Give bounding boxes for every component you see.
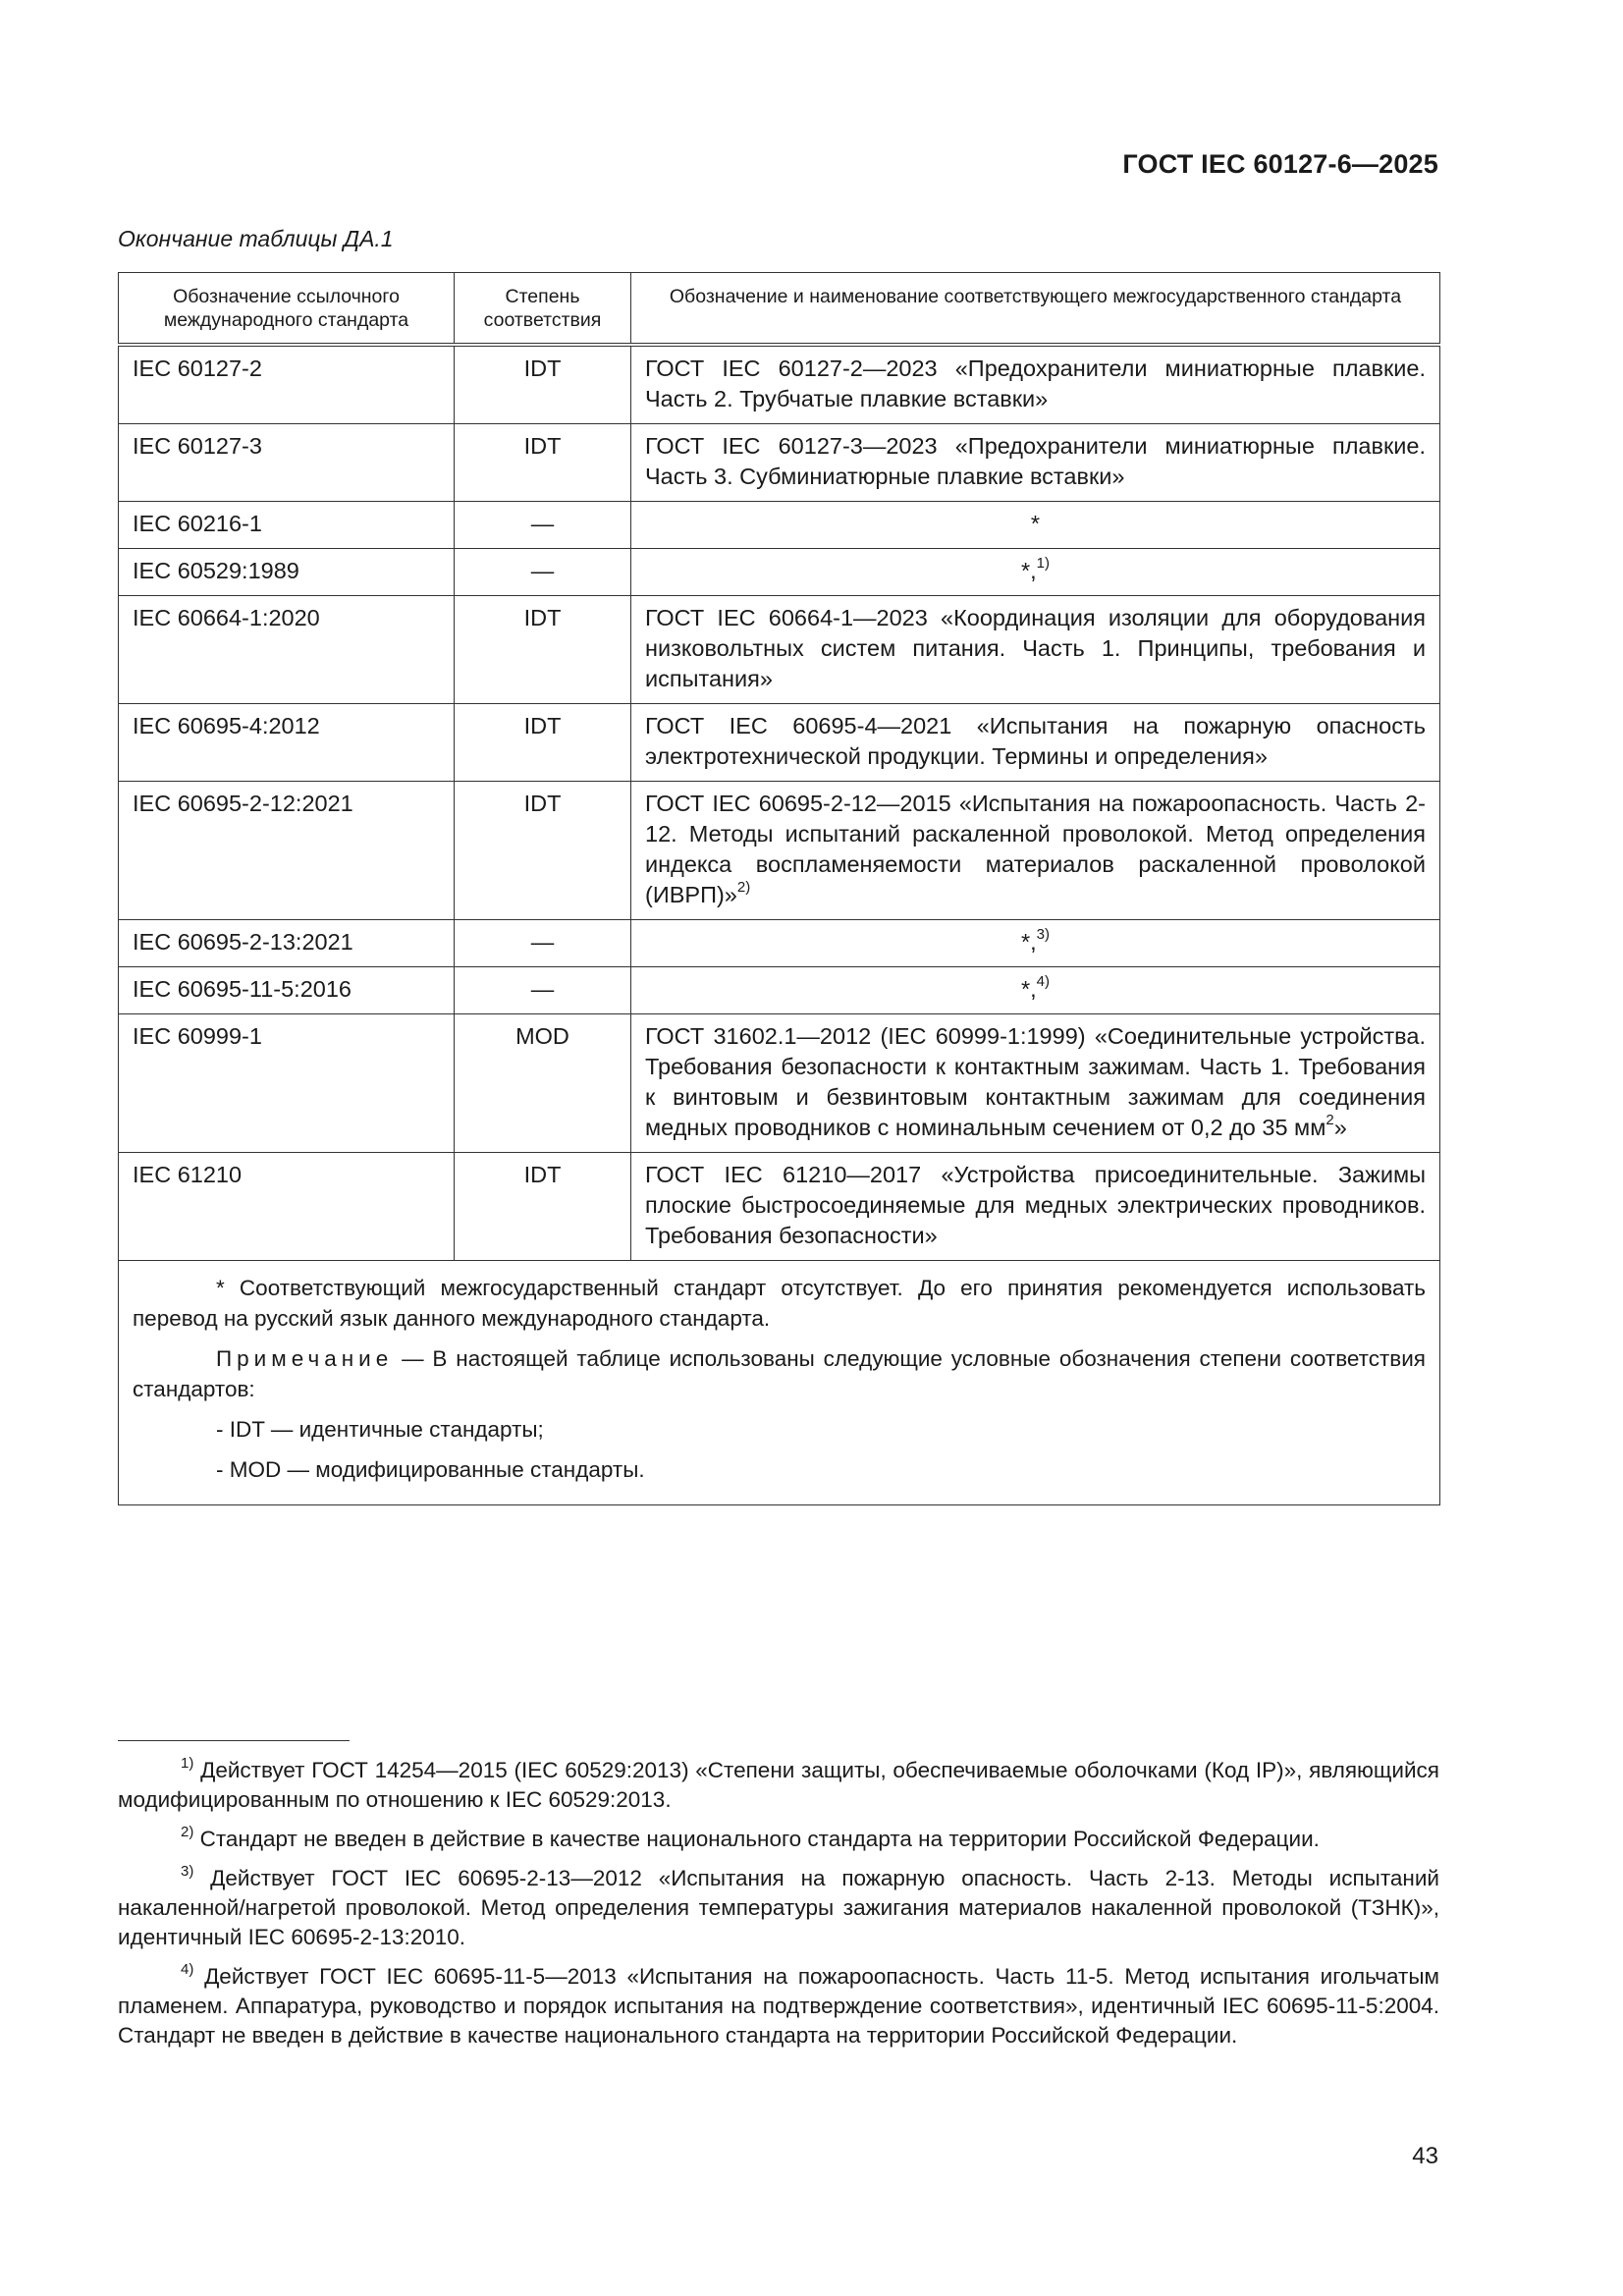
footnote-mark: 1) — [181, 1754, 194, 1772]
footnote-text: Действует ГОСТ 14254—2015 (IEC 60529:2013) «Степени защиты, обеспечиваемые оболочками (Код IP)», являющийся модифицированным по отношению к IEC 60529:2013. — [118, 1758, 1439, 1812]
interstate-standard-cell: ГОСТ IEC 60695-4—2021 «Испытания на пожарную опасность электротехнической продукции. Термины и определения» — [631, 704, 1440, 782]
degree-cell: IDT — [455, 704, 631, 782]
degree-cell: — — [455, 920, 631, 967]
table-row — [119, 549, 1440, 596]
footnote-mark: 3) — [181, 1862, 194, 1880]
table-row — [119, 1153, 1440, 1261]
interstate-standard-cell — [631, 549, 1440, 596]
degree-cell: IDT — [455, 596, 631, 704]
degree-cell: IDT — [455, 1153, 631, 1261]
table-notes-cell — [119, 1261, 1440, 1505]
degree-cell: MOD — [455, 1014, 631, 1153]
asterisk-note: * Соответствующий межгосударственный стандарт отсутствует. До его принятия рекомендуется использовать перевод на русский язык данного международного стандарта. — [133, 1276, 1426, 1331]
document-header-title: ГОСТ IEC 60127-6—2025 — [1122, 149, 1438, 179]
reference-standard-cell: IEC 60695-4:2012 — [119, 704, 455, 782]
footnote-text: Действует ГОСТ IEC 60695-11-5—2013 «Испытания на пожароопасность. Часть 11-5. Метод испытания игольчатым пламенем. Аппаратура, руководство и порядок испытания на подтверждение соответствия», идентичный IEC 60695-11-5:2004. Стандарт не введен в действие в качестве национального стандарта на территории Российской Федерации. — [118, 1964, 1439, 2048]
reference-standard-cell: IEC 60664-1:2020 — [119, 596, 455, 704]
table-row — [119, 424, 1440, 502]
column-header-degree: Степень соответствия — [455, 273, 631, 346]
interstate-standard-cell — [631, 920, 1440, 967]
reference-standard-cell: IEC 60999-1 — [119, 1014, 455, 1153]
standards-table — [118, 272, 1440, 1505]
reference-standard-cell: IEC 61210 — [119, 1153, 455, 1261]
table-header-row — [119, 273, 1440, 346]
table-row — [119, 1014, 1440, 1153]
asterisk-mark: *, — [1020, 976, 1037, 1002]
reference-standard-cell: IEC 60529:1989 — [119, 549, 455, 596]
footnote-mark: 4) — [181, 1960, 194, 1978]
table-row — [119, 920, 1440, 967]
standard-title-text: ГОСТ IEC 60695-2-12—2015 «Испытания на пожароопасность. Часть 2-12. Методы испытаний раскаленной проволокой. Метод определения индекса воспламеняемости материалов раскаленной проволокой (ИВРП)» — [645, 791, 1426, 907]
degree-cell: IDT — [455, 345, 631, 424]
interstate-standard-cell: ГОСТ IEC 60127-3—2023 «Предохранители миниатюрные плавкие. Часть 3. Субминиатюрные плавкие вставки» — [631, 424, 1440, 502]
footnote-item — [118, 1756, 1439, 1815]
footnote-ref[interactable]: 3) — [1036, 926, 1051, 944]
table-row — [119, 596, 1440, 704]
table-row — [119, 704, 1440, 782]
footnote-text: Действует ГОСТ IEC 60695-2-13—2012 «Испытания на пожарную опасность. Часть 2-13. Методы испытаний накаленной/нагретой проволокой. Метод определения температуры зажигания материалов накаленной проволокой (ТЗНК)», идентичный IEC 60695-2-13:2010. — [118, 1866, 1439, 1949]
table-row — [119, 967, 1440, 1014]
interstate-standard-cell — [631, 967, 1440, 1014]
degree-cell: — — [455, 502, 631, 549]
note-list-item: - IDT — идентичные стандарты; — [216, 1417, 544, 1442]
degree-cell: IDT — [455, 782, 631, 920]
table-row — [119, 782, 1440, 920]
reference-standard-cell: IEC 60127-3 — [119, 424, 455, 502]
reference-standard-cell: IEC 60695-11-5:2016 — [119, 967, 455, 1014]
footnote-item — [118, 1825, 1439, 1854]
note-label: Примечание — [216, 1346, 394, 1371]
footnote-separator — [118, 1740, 350, 1741]
superscript-squared: 2 — [1325, 1112, 1334, 1129]
interstate-standard-cell: * — [631, 502, 1440, 549]
reference-standard-cell: IEC 60127-2 — [119, 345, 455, 424]
degree-cell: — — [455, 549, 631, 596]
column-header-reference: Обозначение ссылочного международного стандарта — [119, 273, 455, 346]
page-number: 43 — [1412, 2143, 1438, 2169]
closing-quote: » — [1333, 1115, 1347, 1140]
asterisk-mark: *, — [1020, 929, 1037, 955]
footnote-item — [118, 1962, 1439, 2050]
note-list-item: - MOD — модифицированные стандарты. — [216, 1457, 645, 1482]
interstate-standard-cell: ГОСТ IEC 61210—2017 «Устройства присоединительные. Зажимы плоские быстросоединяемые для медных электрических проводников. Требования безопасности» — [631, 1153, 1440, 1261]
note-text: — В настоящей таблице использованы следующие условные обозначения степени соответствия стандартов: — [133, 1346, 1426, 1401]
reference-standard-cell: IEC 60216-1 — [119, 502, 455, 549]
interstate-standard-cell — [631, 1014, 1440, 1153]
asterisk-mark: *, — [1020, 558, 1037, 583]
column-header-interstate-standard: Обозначение и наименование соответствующего межгосударственного стандарта — [631, 273, 1440, 346]
reference-standard-cell: IEC 60695-2-12:2021 — [119, 782, 455, 920]
footnotes-section — [118, 1756, 1439, 2060]
table-note — [133, 1343, 1426, 1404]
interstate-standard-cell: ГОСТ IEC 60127-2—2023 «Предохранители миниатюрные плавкие. Часть 2. Трубчатые плавкие вставки» — [631, 345, 1440, 424]
footnote-item — [118, 1864, 1439, 1952]
table-caption: Окончание таблицы ДА.1 — [118, 226, 394, 251]
degree-cell: IDT — [455, 424, 631, 502]
reference-standard-cell: IEC 60695-2-13:2021 — [119, 920, 455, 967]
standard-title-text: ГОСТ 31602.1—2012 (IEC 60999-1:1999) «Соединительные устройства. Требования безопасности к контактным зажимам. Часть 1. Требования к винтовым и безвинтовым контактным зажимам для соединения медных проводников с номинальным сечением от 0,2 до 35 мм — [645, 1023, 1426, 1140]
table-row — [119, 502, 1440, 549]
interstate-standard-cell: ГОСТ IEC 60664-1—2023 «Координация изоляции для оборудования низковольтных систем питания. Часть 1. Принципы, требования и испытания» — [631, 596, 1440, 704]
footnote-mark: 2) — [181, 1823, 194, 1840]
footnote-ref[interactable]: 4) — [1036, 973, 1051, 991]
table-row — [119, 345, 1440, 424]
table-notes-row — [119, 1261, 1440, 1505]
footnote-text: Стандарт не введен в действие в качестве национального стандарта на территории Российской Федерации. — [199, 1827, 1320, 1851]
degree-cell: — — [455, 967, 631, 1014]
interstate-standard-cell — [631, 782, 1440, 920]
footnote-ref[interactable]: 1) — [1036, 555, 1051, 573]
footnote-ref[interactable]: 2) — [736, 879, 751, 897]
